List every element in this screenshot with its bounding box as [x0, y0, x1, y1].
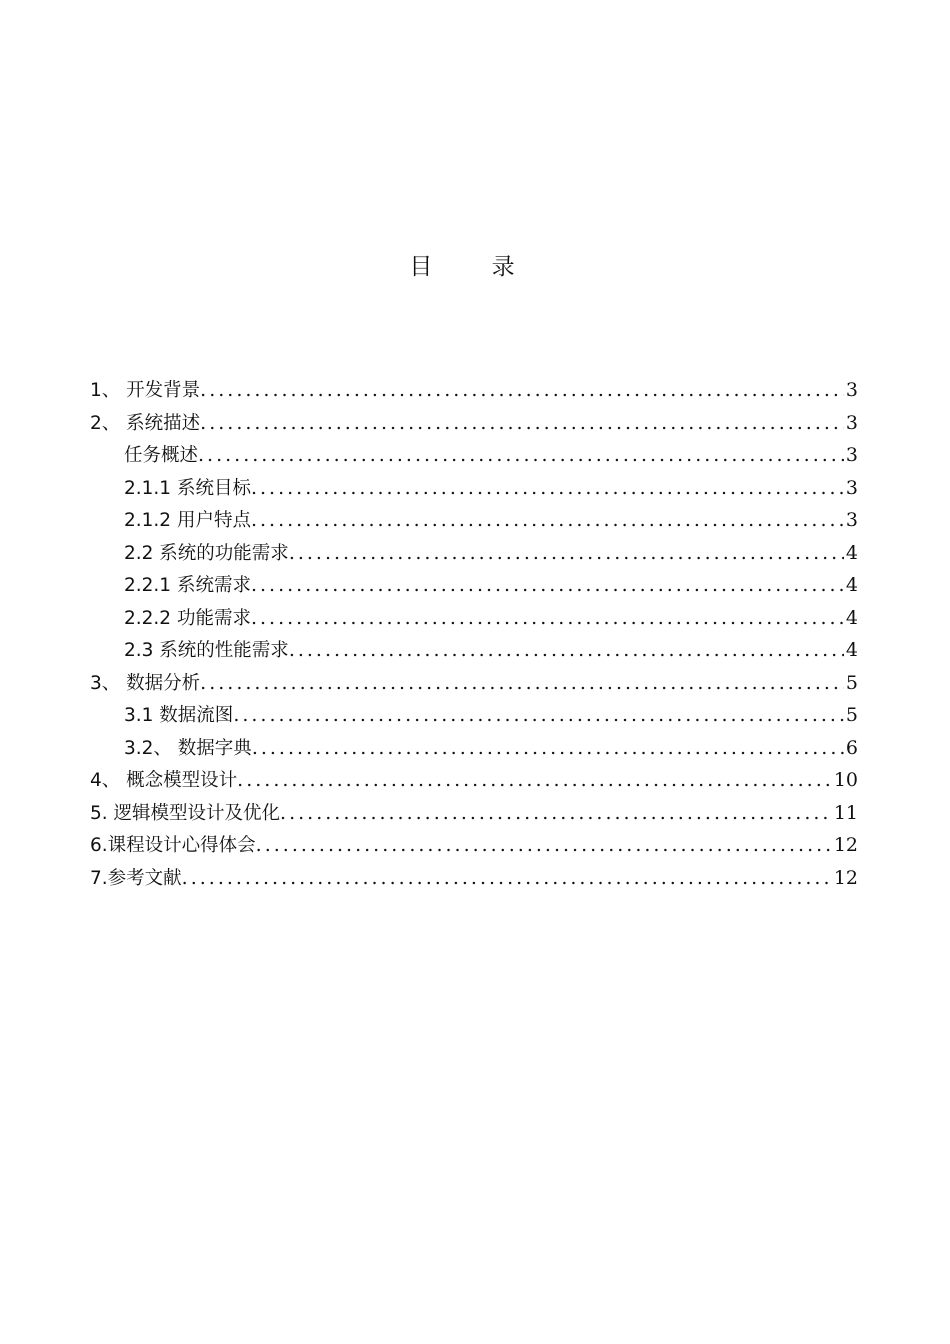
toc-entry[interactable]: [90, 634, 858, 667]
toc-entry[interactable]: [90, 537, 858, 570]
toc-leader-dots: [256, 829, 832, 861]
toc-entry-page: 5: [845, 704, 858, 726]
toc-entry-label: 2、 系统描述: [90, 412, 201, 434]
toc-leader-dots: [251, 602, 844, 634]
toc-entry[interactable]: [90, 667, 858, 700]
toc-entry-page: 10: [833, 769, 858, 791]
toc-entry[interactable]: [90, 699, 858, 732]
toc-entry-label: 1、 开发背景: [90, 380, 201, 401]
toc-entry-label: 2.2.1 系统需求: [124, 575, 251, 596]
toc-entry-page: 12: [833, 834, 858, 856]
toc-entry-label: 2.2.2 功能需求: [124, 607, 251, 629]
toc-entry-label: 5. 逻辑模型设计及优化: [90, 802, 281, 824]
toc-entry-label: 2.2 系统的功能需求: [124, 542, 289, 564]
toc-leader-dots: [198, 439, 844, 471]
toc-entry-page: 5: [845, 671, 858, 694]
toc-title: 目 录: [409, 254, 541, 280]
toc-entry-label: 2.3 系统的性能需求: [124, 640, 289, 661]
toc-entry-label: 3.2、 数据字典: [124, 737, 252, 759]
toc-leader-dots: [233, 699, 844, 731]
toc-leader-dots: [251, 569, 844, 601]
toc-entry[interactable]: [90, 797, 858, 830]
toc-leader-dots: [200, 667, 844, 699]
toc-leader-dots: [280, 797, 832, 829]
toc-entry-page: 4: [845, 541, 858, 564]
toc-entry[interactable]: [90, 602, 858, 635]
toc-entry[interactable]: [90, 732, 858, 765]
toc-entry-page: 6: [845, 736, 858, 759]
toc-leader-dots: [200, 407, 844, 439]
toc-leader-dots: [237, 764, 832, 796]
toc-entry-label: 3.1 数据流图: [124, 705, 234, 726]
toc-list: [90, 374, 858, 894]
toc-entry-page: 3: [845, 476, 858, 499]
toc-entry-page: 4: [845, 606, 858, 629]
toc-entry[interactable]: [90, 829, 858, 862]
toc-entry[interactable]: [90, 764, 858, 797]
toc-entry[interactable]: [90, 504, 858, 537]
toc-entry-label: 任务概述: [124, 445, 199, 466]
toc-entry-page: 3: [845, 411, 858, 434]
toc-entry-label: 2.1.2 用户特点: [124, 510, 251, 531]
toc-entry-label: 2.1.1 系统目标: [124, 477, 251, 499]
toc-entry-page: 11: [833, 801, 858, 824]
toc-entry[interactable]: [90, 472, 858, 505]
toc-entry-label: 7.参考文献: [90, 867, 182, 889]
toc-entry-page: 4: [845, 574, 858, 596]
toc-entry-label: 4、 概念模型设计: [90, 770, 238, 791]
toc-entry-page: 3: [845, 444, 858, 466]
toc-leader-dots: [251, 472, 844, 504]
toc-leader-dots: [252, 732, 844, 764]
toc-leader-dots: [289, 634, 844, 666]
toc-leader-dots: [289, 537, 844, 569]
toc-leader-dots: [182, 862, 832, 894]
toc-entry-label: 6.课程设计心得体会: [90, 835, 256, 856]
toc-entry[interactable]: [90, 569, 858, 602]
toc-entry[interactable]: [90, 407, 858, 440]
toc-entry-page: 3: [845, 379, 858, 401]
toc-leader-dots: [200, 374, 844, 406]
toc-entry-page: 4: [845, 639, 858, 661]
toc-entry-page: 3: [845, 509, 858, 531]
toc-entry[interactable]: [90, 374, 858, 407]
toc-entry[interactable]: [90, 862, 858, 895]
toc-leader-dots: [251, 504, 844, 536]
toc-entry-page: 12: [833, 866, 858, 889]
toc-entry[interactable]: [90, 439, 858, 472]
toc-entry-label: 3、 数据分析: [90, 672, 201, 694]
